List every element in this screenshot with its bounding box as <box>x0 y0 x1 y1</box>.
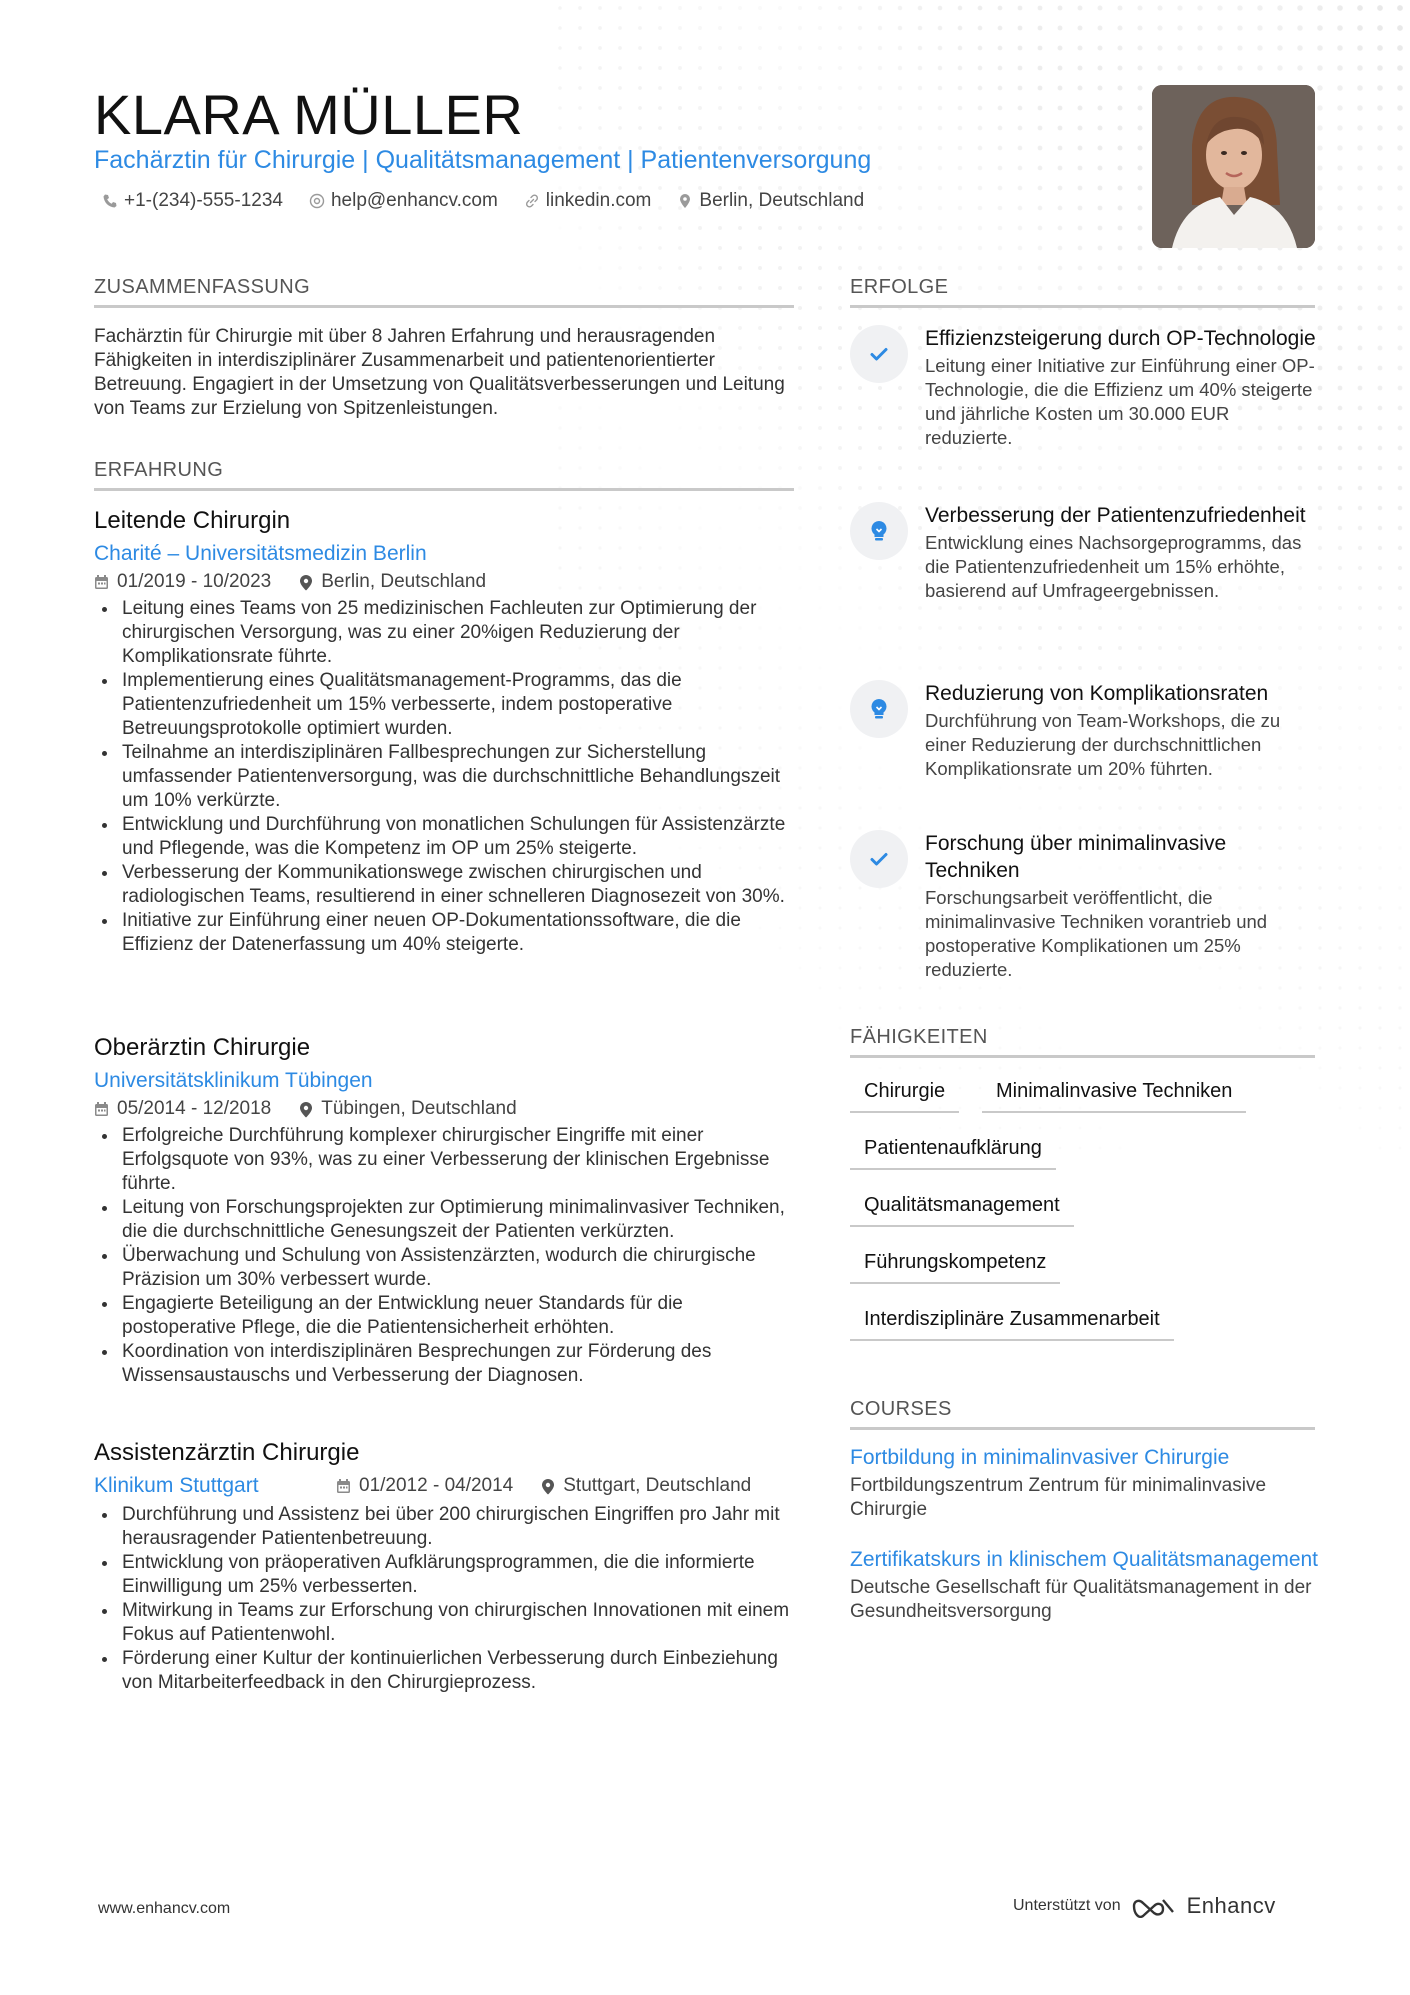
location-text: Berlin, Deutschland <box>699 190 865 211</box>
bullet-item: Durchführung und Assistenz bei über 200 chirurgischen Eingriffen pro Jahr mit herausragender Patientenbetreuung. <box>94 1503 794 1551</box>
contact-phone[interactable] <box>102 190 283 212</box>
summary-section-title: ZUSAMMENFASSUNG <box>94 276 794 308</box>
job-location <box>299 1096 516 1122</box>
calendar-icon <box>336 1478 351 1494</box>
job-location <box>541 1473 751 1499</box>
job-meta <box>94 569 794 595</box>
profile-photo-illustration <box>1152 85 1315 248</box>
footer-branding[interactable] <box>1013 1893 1276 1919</box>
job-dates-text: 01/2019 - 10/2023 <box>117 571 272 592</box>
job-dates-text: 01/2012 - 04/2014 <box>359 1475 514 1496</box>
course-item <box>850 1444 1320 1522</box>
job-entry <box>94 1032 794 1388</box>
job-dates-text: 05/2014 - 12/2018 <box>117 1098 272 1119</box>
calendar-icon <box>94 1101 109 1117</box>
at-icon <box>309 193 325 209</box>
powered-by-text: Unterstützt von <box>1013 1897 1121 1914</box>
job-location-text: Tübingen, Deutschland <box>321 1098 517 1119</box>
job-title: Oberärztin Chirurgie <box>94 1034 311 1061</box>
enhancv-logo-icon <box>1131 1894 1177 1918</box>
link-icon <box>524 193 540 209</box>
skill-tag: Chirurgie <box>850 1080 959 1113</box>
skill-tag: Minimalinvasive Techniken <box>982 1080 1246 1113</box>
job-title: Assistenzärztin Chirurgie <box>94 1439 360 1466</box>
profile-photo <box>1152 85 1315 248</box>
courses-section-title: COURSES <box>850 1398 1315 1430</box>
achievement-desc: Leitung einer Initiative zur Einführung einer OP-Technologie, die die Effizienz um 40% steigerte und jährliche Kosten um 30.000 EUR reduzierte. <box>925 355 1315 448</box>
bullet-item: Leitung eines Teams von 25 medizinischen Fachleuten zur Optimierung der chirurgischen Versorgung, was zu einer 20%igen Reduzierung der Komplikationsrate führte. <box>94 597 794 669</box>
linkedin-text: linkedin.com <box>545 190 652 211</box>
email-text: help@enhancv.com <box>330 190 498 211</box>
bullet-item: Mitwirkung in Teams zur Erforschung von chirurgischen Innovationen mit einem Fokus auf Patientenwohl. <box>94 1599 794 1647</box>
job-location-text: Berlin, Deutschland <box>321 571 487 592</box>
contact-bar <box>102 190 864 212</box>
skills-section-title: FÄHIGKEITEN <box>850 1026 1315 1058</box>
job-bullets <box>94 1124 794 1388</box>
job-location <box>299 569 486 595</box>
experience-section-title: ERFAHRUNG <box>94 459 794 491</box>
course-org: Deutsche Gesellschaft für Qualitätsmanagement in der Gesundheitsversorgung <box>850 1577 1312 1622</box>
phone-icon <box>102 193 118 209</box>
job-company[interactable]: Universitätsklinikum Tübingen <box>94 1069 373 1092</box>
achievement-title: Forschung über minimalinvasive Techniken <box>925 832 1227 882</box>
contact-location <box>677 190 864 212</box>
bullet-item: Initiative zur Einführung einer neuen OP-Dokumentationssoftware, die die Effizienz der Datenerfassung um 40% steigerte. <box>94 909 794 957</box>
achievement-title: Effizienzsteigerung durch OP-Technologie <box>925 327 1316 350</box>
bullet-item: Förderung einer Kultur der kontinuierlichen Verbesserung durch Einbeziehung von Mitarbeiterfeedback in den Chirurgieprozess. <box>94 1647 794 1695</box>
calendar-icon <box>94 574 109 590</box>
skill-tag: Führungskompetenz <box>850 1251 1060 1284</box>
job-bullets <box>94 597 794 957</box>
bullet-item: Erfolgreiche Durchführung komplexer chirurgischer Eingriffe mit einer Erfolgsquote von 93%, was zu einer Verbesserung der klinischen Ergebnisse führte. <box>94 1124 794 1196</box>
check-icon <box>850 325 908 383</box>
bullet-item: Teilnahme an interdisziplinären Fallbesprechungen zur Sicherstellung umfassender Patientenversorgung, was die durchschnittliche Behandlungszeit um 10% verkürzte. <box>94 741 794 813</box>
summary-text: Fachärztin für Chirurgie mit über 8 Jahren Erfahrung und herausragenden Fähigkeiten in interdisziplinärer Zusammenarbeit und patientenorientierter Betreuung. Engagiert in der Umsetzung von Qualitätsverbesserungen und Leitung von Teams zur Erzielung von Spitzenleistungen. <box>94 326 785 419</box>
course-item <box>850 1546 1320 1624</box>
location-pin-icon <box>299 574 313 591</box>
job-bullets <box>94 1503 794 1695</box>
bullet-item: Verbesserung der Kommunikationswege zwischen chirurgischen und radiologischen Teams, resultierend in einer schnelleren Diagnosezeit von 30%. <box>94 861 794 909</box>
check-icon <box>850 830 908 888</box>
lightbulb-icon <box>850 680 908 738</box>
footer-website[interactable]: www.enhancv.com <box>98 1900 231 1917</box>
job-dates <box>94 1096 271 1122</box>
skill-tag: Qualitätsmanagement <box>850 1194 1074 1227</box>
job-company[interactable]: Klinikum Stuttgart <box>94 1474 259 1497</box>
job-location-text: Stuttgart, Deutschland <box>563 1475 752 1496</box>
candidate-name: KLARA MÜLLER <box>94 83 524 146</box>
job-dates <box>336 1473 513 1499</box>
contact-email[interactable] <box>309 190 498 212</box>
skill-tag: Patientenaufklärung <box>850 1137 1056 1170</box>
brand-name: Enhancv <box>1186 1893 1276 1918</box>
job-title: Leitende Chirurgin <box>94 507 291 534</box>
job-entry <box>94 505 794 957</box>
achievement-desc: Forschungsarbeit veröffentlicht, die minimalinvasive Techniken vorantrieb und postoperative Komplikationen um 25% reduzierte. <box>925 887 1268 980</box>
phone-text: +1-(234)-555-1234 <box>124 190 283 211</box>
bullet-item: Leitung von Forschungsprojekten zur Optimierung minimalinvasiver Techniken, die die durchschnittliche Genesungszeit der Patienten verkürzten. <box>94 1196 794 1244</box>
course-title[interactable]: Fortbildung in minimalinvasiver Chirurgie <box>850 1446 1230 1469</box>
bullet-item: Entwicklung und Durchführung von monatlichen Schulungen für Assistenzärzte und Pflegende, was die Kompetenz im OP um 25% steigerte. <box>94 813 794 861</box>
location-pin-icon <box>677 193 693 209</box>
job-company-row <box>94 1471 794 1501</box>
achievements-section-title: ERFOLGE <box>850 276 1315 308</box>
lightbulb-icon <box>850 502 908 560</box>
job-meta <box>336 1473 751 1499</box>
job-entry <box>94 1437 794 1695</box>
skill-tag: Interdisziplinäre Zusammenarbeit <box>850 1308 1174 1341</box>
job-meta <box>94 1096 794 1122</box>
contact-linkedin[interactable] <box>524 190 652 212</box>
bullet-item: Implementierung eines Qualitätsmanagement-Programms, das die Patientenzufriedenheit um 15% verbesserte, indem postoperative Betreuungsprotokolle optimiert wurden. <box>94 669 794 741</box>
location-pin-icon <box>299 1101 313 1118</box>
course-title[interactable]: Zertifikatskurs in klinischem Qualitätsmanagement <box>850 1548 1319 1571</box>
achievement-title: Reduzierung von Komplikationsraten <box>925 682 1269 705</box>
bullet-item: Entwicklung von präoperativen Aufklärungsprogrammen, die die informierte Einwilligung um 25% verbesserten. <box>94 1551 794 1599</box>
bullet-item: Überwachung und Schulung von Assistenzärzten, wodurch die chirurgische Präzision um 30% verbessert wurde. <box>94 1244 794 1292</box>
bullet-item: Engagierte Beteiligung an der Entwicklung neuer Standards für die postoperative Pflege, die die Patientensicherheit erhöhten. <box>94 1292 794 1340</box>
candidate-headline: Fachärztin für Chirurgie | Qualitätsmanagement | Patientenversorgung <box>94 146 872 174</box>
achievement-desc: Durchführung von Team-Workshops, die zu einer Reduzierung der durchschnittlichen Komplikationsrate um 20% führten. <box>925 710 1281 779</box>
bullet-item: Koordination von interdisziplinären Besprechungen zur Förderung des Wissensaustauschs und Verbesserung der Diagnosen. <box>94 1340 794 1388</box>
achievement-title: Verbesserung der Patientenzufriedenheit <box>925 504 1306 527</box>
job-company[interactable]: Charité – Universitätsmedizin Berlin <box>94 542 427 565</box>
achievement-desc: Entwicklung eines Nachsorgeprogramms, das die Patientenzufriedenheit um 15% erhöhte, basierend auf Umfrageergebnissen. <box>925 532 1302 601</box>
location-pin-icon <box>541 1478 555 1495</box>
job-dates <box>94 569 271 595</box>
course-org: Fortbildungszentrum Zentrum für minimalinvasive Chirurgie <box>850 1475 1267 1520</box>
